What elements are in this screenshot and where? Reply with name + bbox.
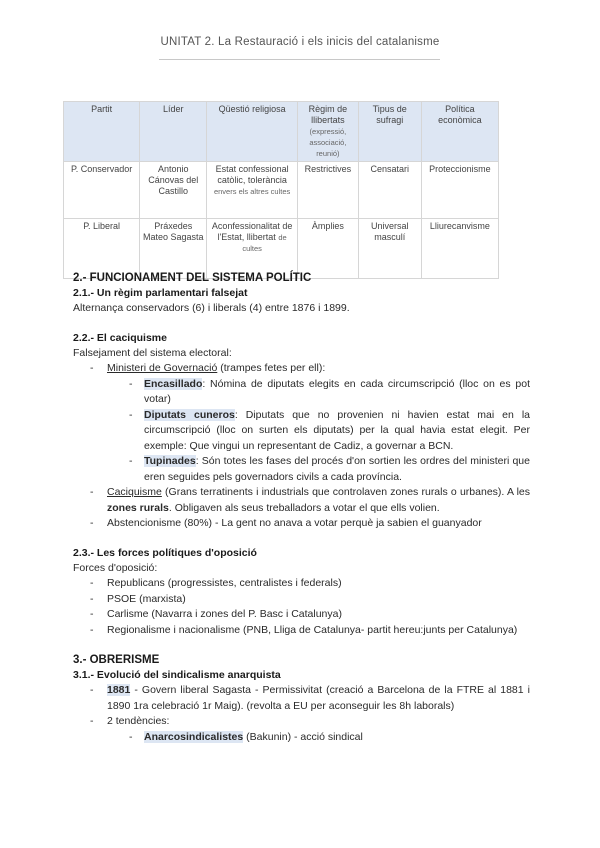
list-item	[73, 361, 530, 377]
section-3-1-title: 3.1.- Evolució del sindicalisme anarquista	[73, 669, 281, 681]
cell: Universal masculí	[358, 219, 421, 279]
section-3-title: 3.- OBRERISME	[73, 654, 160, 666]
table-row	[64, 162, 499, 219]
dash-marker: -	[129, 455, 133, 467]
force-text: Republicans (progressistes, centralistes i federals)	[107, 577, 342, 589]
th-religio: Qüestió religiosa	[207, 102, 298, 162]
dash-marker: -	[90, 362, 94, 374]
cell: P. Conservador	[64, 162, 140, 219]
ministeri-text: (trampes fetes per ell):	[217, 362, 326, 374]
cell-main: Estat confessional catòlic, tolerància	[215, 164, 289, 185]
cell-main: Aconfessionalitat de l'Estat, llibertat	[211, 221, 293, 242]
list-item	[73, 714, 530, 730]
list-item	[73, 683, 530, 714]
dash-marker: -	[90, 517, 94, 529]
dash-marker: -	[90, 684, 94, 696]
th-sufragi: Tipus de sufragi	[358, 102, 421, 162]
zones-rurals: zones rurals	[107, 501, 169, 514]
encasillado-text: : Nómina de diputats elegits en cada circumscripció (lloc on es pot votar)	[144, 377, 530, 405]
dash-marker: -	[90, 608, 94, 620]
caciquisme-list	[73, 361, 530, 532]
list-item	[73, 623, 530, 639]
page-header: UNITAT 2. La Restauració i els inicis del catalanisme	[160, 36, 440, 48]
cell: Censatari	[358, 162, 421, 219]
cell-sub: envers els altres cultes	[213, 187, 291, 196]
cell: Proteccionisme	[421, 162, 498, 219]
list-item	[73, 607, 530, 623]
ministeri-label: Ministeri de Governació	[107, 362, 218, 374]
cell: Àmplies	[297, 219, 358, 279]
force-text: Carlisme (Navarra i zones del P. Basc i Catalunya)	[107, 608, 342, 620]
anarco-text: (Bakunin) - acció sindical	[243, 730, 363, 743]
list-item	[73, 576, 530, 592]
th-llibertats-main: Règim de llibertats	[308, 104, 348, 125]
th-economia: Política econòmica	[421, 102, 498, 162]
forces-list	[73, 576, 530, 638]
cell: P. Liberal	[64, 219, 140, 279]
list-item	[73, 408, 530, 455]
table-header-row	[64, 102, 499, 162]
th-partit: Partit	[64, 102, 140, 162]
cell: Antonio Cánovas del Castillo	[140, 162, 207, 219]
cell-sub: de cultes	[242, 233, 287, 253]
tupinades-label: Tupinades	[144, 455, 196, 467]
parties-table	[63, 101, 499, 279]
cuneros-label: Diputats cuneros	[144, 408, 235, 421]
dash-marker: -	[129, 377, 133, 390]
cell: Lliurecanvisme	[421, 219, 498, 279]
anarco-label: Anarcosindicalistes	[144, 730, 244, 743]
cell: Restrictives	[297, 162, 358, 219]
section-2-2-intro: Falsejament del sistema electoral:	[73, 346, 232, 359]
dash-marker: -	[90, 715, 94, 727]
list-item	[73, 454, 530, 485]
dash-marker: -	[129, 730, 133, 743]
section-2-2-title: 2.2.- El caciquisme	[73, 331, 167, 344]
list-item	[73, 730, 530, 746]
abstencionisme-text: Abstencionisme (80%) - La gent no anava a votar perquè ja sabien el guanyador	[107, 517, 482, 529]
year-1881-text: - Govern liberal Sagasta - Permissivitat (creació a Barcelona de la FTRE al 1881 i 1890 1ra celebració 1r Maig). (revolta a EU per aconseguir les 8h laborals)	[107, 684, 530, 712]
cell	[207, 162, 298, 219]
tendencies-text: 2 tendències:	[107, 715, 170, 727]
dash-marker: -	[90, 623, 94, 636]
force-text: Regionalisme i nacionalisme (PNB, Lliga de Catalunya- partit hereu:junts per Catalunya)	[107, 623, 518, 636]
tupinades-text: : Són totes les fases del procés d'on sortien les ordres del ministeri que eren seguides pels governadors civils a cada província.	[144, 455, 530, 483]
year-1881: 1881	[107, 684, 131, 696]
caciquisme-label: Caciquisme	[107, 486, 162, 498]
document-body	[73, 270, 530, 745]
th-lider: Líder	[140, 102, 207, 162]
dash-marker: -	[90, 486, 94, 498]
list-item	[73, 516, 530, 532]
dash-marker: -	[90, 577, 94, 589]
caciquisme-text-1: (Grans terratinents i industrials que controlaven zones rurals o urbanes). A les	[161, 486, 530, 498]
section-2-3-title: 2.3.- Les forces polítiques d'oposició	[73, 546, 257, 559]
force-text: PSOE (marxista)	[107, 592, 186, 605]
list-item	[73, 377, 530, 408]
obrerisme-list	[73, 683, 530, 745]
dash-marker: -	[129, 408, 133, 421]
section-2-3-intro: Forces d'oposició:	[73, 561, 158, 574]
list-item	[73, 592, 530, 608]
section-2-1-title: 2.1.- Un règim parlamentari falsejat	[73, 287, 248, 299]
encasillado-label: Encasillado	[144, 377, 203, 390]
th-llibertats	[297, 102, 358, 162]
list-item	[73, 485, 530, 516]
th-llibertats-sub: (expressió, associació, reunió)	[309, 127, 347, 158]
caciquisme-text-2: . Obligaven als seus treballadors a votar el que ells volien.	[168, 501, 440, 514]
section-2-1-text: Alternança conservadors (6) i liberals (4) entre 1876 i 1899.	[73, 302, 350, 314]
section-2-title: 2.- FUNCIONAMENT DEL SISTEMA POLÍTIC	[73, 272, 312, 284]
cuneros-text: : Diputats que no provenien ni havien estat mai en la circumscripció (lloc on surten els diputats) per la qual havia estat elegit. Per exemple: Que vingui un representant de Cadiz, a governar a BCN.	[144, 408, 530, 452]
dash-marker: -	[90, 592, 94, 605]
cell: Práxedes Mateo Sagasta	[140, 219, 207, 279]
header-rule	[159, 59, 440, 60]
